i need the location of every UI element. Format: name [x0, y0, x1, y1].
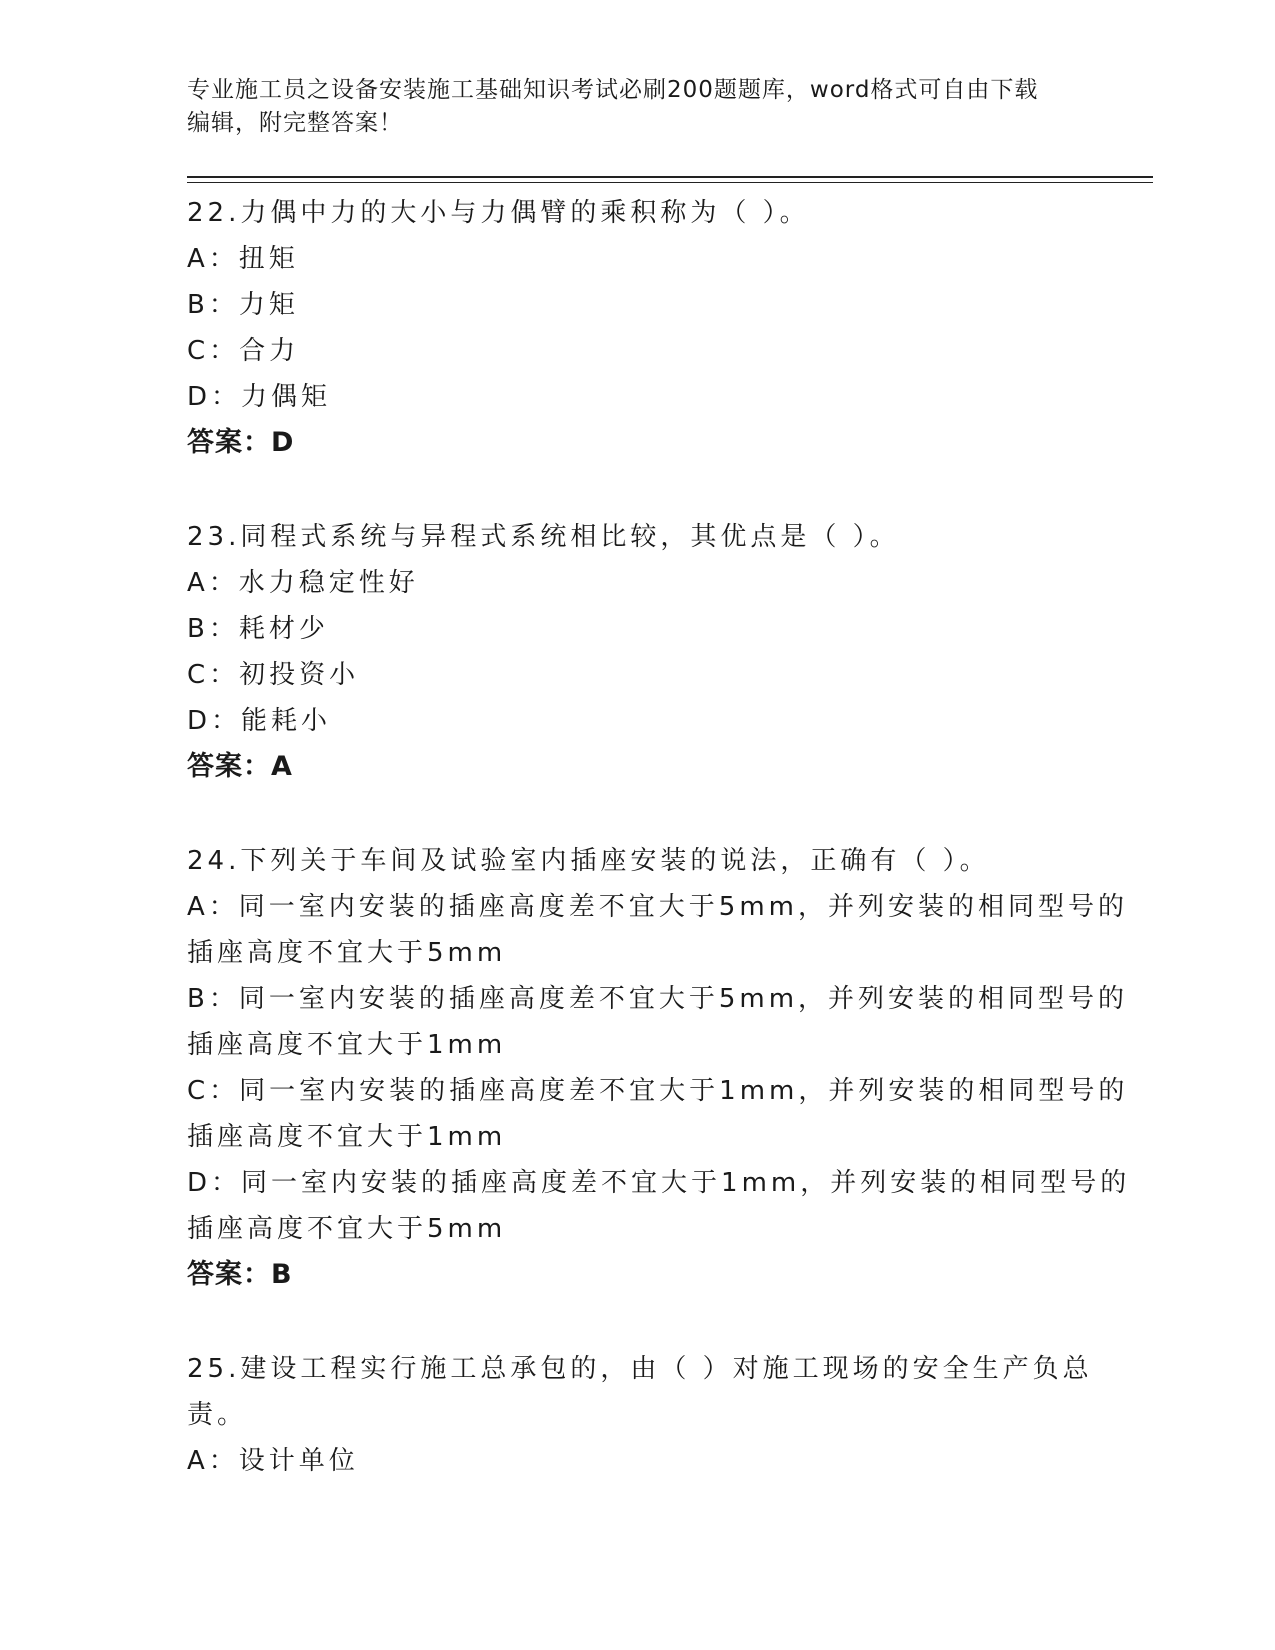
- header-line-2: 编辑，附完整答案！: [187, 110, 403, 136]
- answer-option: 插座高度不宜大于1mm: [187, 1030, 507, 1060]
- answer-option: 插座高度不宜大于5mm: [187, 1214, 507, 1244]
- question-stem: 23.同程式系统与异程式系统相比较，其优点是（ ）。: [187, 522, 900, 552]
- answer-option: 插座高度不宜大于1mm: [187, 1122, 507, 1152]
- header-divider-thin: [187, 182, 1153, 183]
- question-block: [187, 838, 1131, 1298]
- question-block: [187, 514, 1087, 790]
- question-stem: 24.下列关于车间及试验室内插座安装的说法，正确有（ ）。: [187, 846, 990, 876]
- answer-option: A：同一室内安装的插座高度差不宜大于5mm，并列安装的相同型号的: [187, 892, 1128, 922]
- question-stem: 责。: [187, 1400, 248, 1430]
- question-stem: 25.建设工程实行施工总承包的，由（ ）对施工现场的安全生产负总: [187, 1354, 1093, 1384]
- answer-key: 答案：A: [187, 751, 293, 782]
- header-line-1: 专业施工员之设备安装施工基础知识考试必刷200题题库，word格式可自由下载: [187, 77, 1039, 103]
- question-list: [187, 190, 1131, 1532]
- answer-option: B：耗材少: [187, 614, 329, 644]
- answer-key: 答案：B: [187, 1259, 293, 1290]
- answer-option: C：初投资小: [187, 660, 360, 690]
- answer-option: A：扭矩: [187, 244, 299, 274]
- question-stem: 22.力偶中力的大小与力偶臂的乘积称为（ ）。: [187, 198, 810, 228]
- answer-option: B：力矩: [187, 290, 299, 320]
- answer-key: 答案：D: [187, 427, 295, 458]
- document-header: [187, 74, 1087, 140]
- answer-option: A：水力稳定性好: [187, 568, 419, 598]
- question-block: [187, 1346, 1093, 1484]
- answer-option: D：同一室内安装的插座高度差不宜大于1mm，并列安装的相同型号的: [187, 1168, 1131, 1198]
- answer-option: B：同一室内安装的插座高度差不宜大于5mm，并列安装的相同型号的: [187, 984, 1129, 1014]
- answer-option: D：能耗小: [187, 706, 332, 736]
- question-block: [187, 190, 1087, 466]
- answer-option: C：同一室内安装的插座高度差不宜大于1mm，并列安装的相同型号的: [187, 1076, 1129, 1106]
- answer-option: 插座高度不宜大于5mm: [187, 938, 507, 968]
- header-divider-thick: [187, 176, 1153, 178]
- answer-option: C：合力: [187, 336, 300, 366]
- answer-option: A：设计单位: [187, 1446, 359, 1476]
- answer-option: D：力偶矩: [187, 382, 332, 412]
